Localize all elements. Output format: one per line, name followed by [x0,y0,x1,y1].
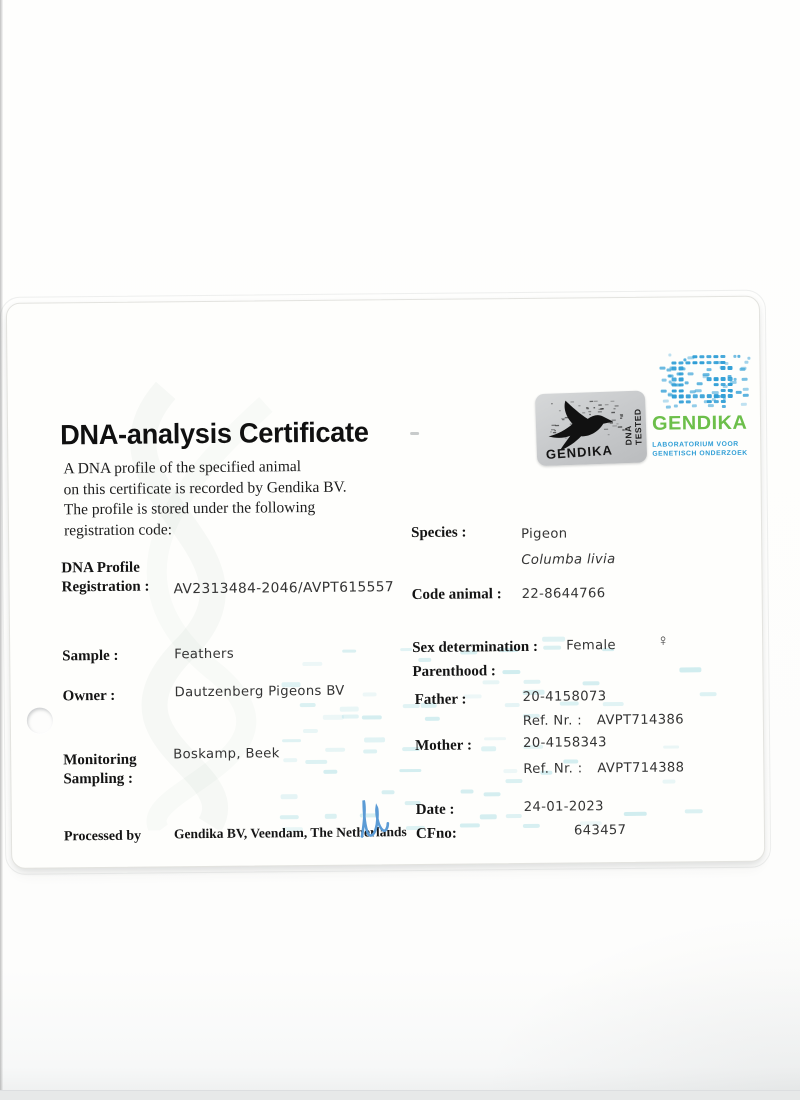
field-value-date: 24-01-2023 [523,799,604,815]
female-symbol-icon: ♀ [657,632,670,650]
sticker-brand-label: GENDIKA [545,442,614,462]
field-value-cfno: 643457 [573,822,627,839]
field-label-code-animal: Code animal : [411,586,502,604]
certificate-card [6,296,765,869]
pixel-g-icon [651,353,756,410]
punch-hole [27,707,53,733]
field-value-sample: Feathers [174,646,235,663]
intro-text [63,457,347,542]
field-label-species: Species : [410,524,467,542]
field-value-father: 20-4158073 [522,689,607,705]
field-label-father: Father : [414,691,467,708]
field-value-species: Pigeon [521,526,568,542]
field-value-monitoring: Boskamp, Beek [173,746,280,763]
field-label-processed-by: Processed by [63,828,142,845]
dna-tested-label: DNA TESTED [623,408,644,446]
field-value-mother-ref: AVPT714388 [597,760,685,777]
intro-line: The profile is stored under the following [63,498,316,519]
intro-line: A DNA profile of the specified animal [63,458,302,478]
field-label-sex-determination: Sex determination : [412,638,539,657]
field-label-registration: DNA Profile Registration : [61,559,150,596]
field-value-code-animal: 22-8644766 [521,586,606,602]
field-label-owner: Owner : [62,687,116,705]
scanner-edge-artifact [0,0,3,1100]
field-label-monitoring: Monitoring Sampling : [63,751,137,788]
scan-artifact [410,432,419,435]
scanner-bottom-band [0,1090,800,1100]
intro-line: registration code: [63,520,173,539]
signature-mark [354,796,390,842]
field-value-sex-determination: Female [566,638,617,654]
field-value-mother: 20-4158343 [523,735,607,751]
lab-subtitle: LABORATORIUM VOOR GENETISCH ONDERZOEK [652,440,748,458]
intro-line: on this certificate is recorded by Gendika BV. [63,478,347,498]
field-label-date: Date : [415,801,455,818]
field-value-processed-by: Gendika BV, Veendam, The Netherlands [173,824,407,842]
page-title: DNA-analysis Certificate [59,416,369,451]
gendika-lab-logo [651,353,764,459]
field-value-registration: AV2313484-2046/AVPT615557 [173,579,395,598]
field-label-parenthood: Parenthood : [412,663,496,681]
field-value-species-latin: Columba livia [521,552,616,568]
field-value-father-ref: AVPT714386 [596,712,685,729]
field-label-sample: Sample : [62,647,119,665]
field-label-mother-ref: Ref. Nr. : [523,761,583,777]
scanner-shadow-artifact [480,912,800,1092]
field-label-father-ref: Ref. Nr. : [522,713,583,729]
dna-tested-sticker [535,390,647,466]
field-label-cfno: CFno: [415,825,457,842]
field-label-mother: Mother : [415,737,472,754]
field-value-owner: Dautzenberg Pigeons BV [174,683,345,701]
lab-brand-label: GENDIKA [651,411,748,435]
